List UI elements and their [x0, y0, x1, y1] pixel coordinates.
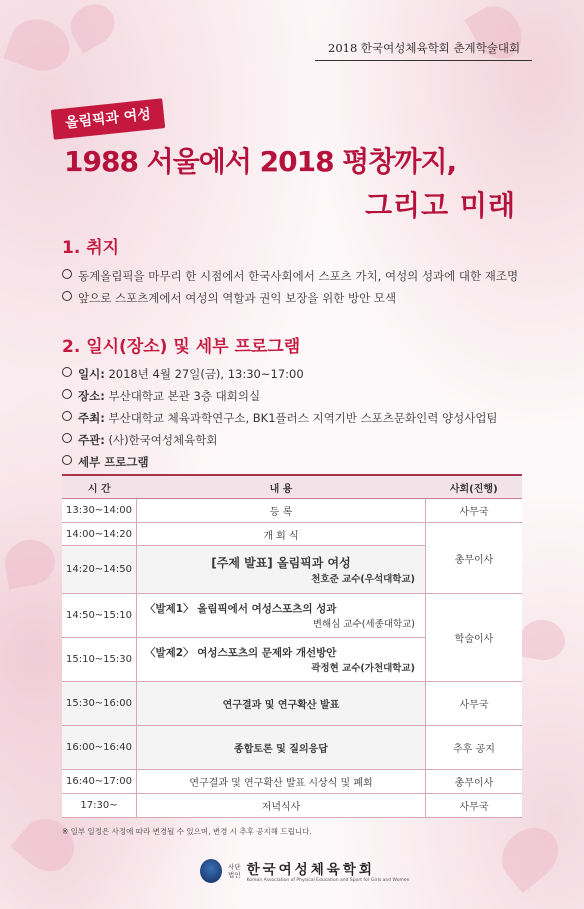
decorative-petal: [517, 616, 568, 663]
organization-logo: [200, 858, 409, 883]
page-title-line1: 1988 서울에서 2018 평창까지,: [64, 145, 457, 178]
section1-bullet: 앞으로 스포츠계에서 여성의 역할과 권익 보장을 위한 방안 모색: [62, 290, 396, 306]
decorative-petal: [3, 11, 76, 79]
decorative-petal: [464, 0, 530, 68]
table-row: 14:00~14:20 개 회 식 총무이사: [62, 523, 522, 546]
circle-bullet-icon: [62, 433, 72, 443]
table-row: 15:30~16:00 연구결과 및 연구확산 발표 사무국: [62, 682, 522, 726]
section1-heading: 1. 취지: [62, 238, 120, 258]
table-row: 14:50~15:10 〈발제1〉 올림픽에서 여성스포츠의 성과 변해심 교수(세종대학교) 학술이사: [62, 594, 522, 638]
info-item: 세부 프로그램: [62, 454, 149, 470]
circle-bullet-icon: [62, 455, 72, 465]
decorative-petal: [491, 817, 569, 894]
table-row: 16:00~16:40 종합토론 및 질의응답 추후 공지: [62, 726, 522, 770]
conference-name: 2018 한국여성체육학회 춘계학술대회: [328, 41, 521, 55]
info-item: 장소: 부산대학교 본관 3층 대회의실: [62, 388, 260, 404]
circle-bullet-icon: [62, 411, 72, 421]
organization-english-name: Korean Association of Physical Education and Sport for Girls and Women: [246, 878, 410, 883]
info-item: 주최: 부산대학교 체육과학연구소, BK1플러스 지역기반 스포츠문화인력 양성사업팀: [62, 410, 498, 426]
table-header-row: [62, 475, 522, 499]
circle-bullet-icon: [62, 367, 72, 377]
program-table: [62, 474, 522, 818]
column-header-time: 시 간: [62, 475, 137, 499]
circle-bullet-icon: [62, 269, 72, 279]
column-header-content: 내 용: [137, 475, 426, 499]
org-type: 사단 법인: [228, 862, 241, 879]
table-row: 16:40~17:00 연구결과 및 연구확산 발표 시상식 및 폐회 총무이사: [62, 770, 522, 794]
info-item: 주관: (사)한국여성체육학회: [62, 432, 217, 448]
decorative-petal: [1, 536, 58, 589]
decorative-petal: [63, 0, 122, 54]
section1-bullet: 동계올림픽을 마무리 한 시점에서 한국사회에서 스포츠 가치, 여성의 성과에 대한 재조명: [62, 268, 518, 284]
footnote: ※ 일부 일정은 사정에 따라 변경될 수 있으며, 변경 시 추후 공지해 드립니다.: [62, 827, 312, 836]
circle-bullet-icon: [62, 389, 72, 399]
section2-heading: 2. 일시(장소) 및 세부 프로그램: [62, 337, 301, 357]
table-row: 13:30~14:00 등 록 사무국: [62, 499, 522, 523]
table-row: 15:10~15:30 〈발제2〉 여성스포츠의 문제와 개선방안 곽정현 교수(가천대학교): [62, 638, 522, 682]
table-row: 14:20~14:50 [주제 발표] 올림픽과 여성 천호준 교수(우석대학교): [62, 546, 522, 594]
organization-name: 한국여성체육학회: [246, 862, 375, 878]
column-header-host: 사회(진행): [426, 475, 523, 499]
table-row: 17:30~ 저녁식사 사무국: [62, 794, 522, 818]
page-title-line2: 그리고 미래: [365, 189, 516, 222]
topic-tag: 올림픽과 여성: [51, 98, 166, 140]
circle-bullet-icon: [62, 291, 72, 301]
header-divider: [315, 60, 532, 61]
decorative-petal: [10, 808, 84, 882]
info-item: 일시: 2018년 4월 27일(금), 13:30~17:00: [62, 366, 304, 382]
organization-emblem-icon: [200, 859, 222, 883]
